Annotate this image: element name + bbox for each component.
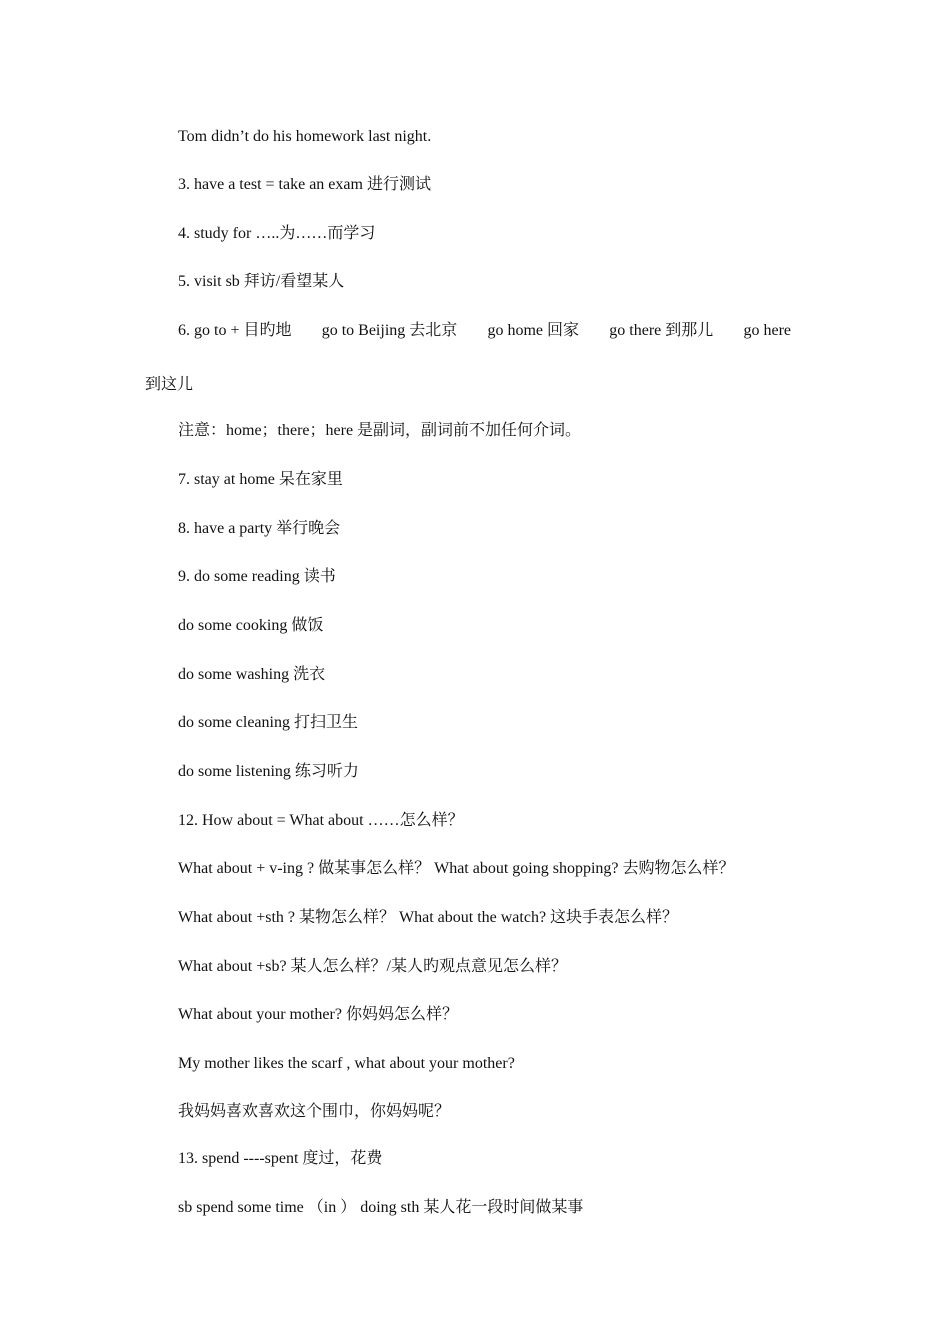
- text-line-note-adverbs: 注意：home；there；here 是副词，副词前不加任何介词。: [178, 422, 582, 439]
- text-line-do-some-washing: do some washing 洗衣: [178, 666, 326, 683]
- text-line-do-some-cleaning: do some cleaning 打扫卫生: [178, 714, 358, 731]
- text-line-go-here-continued: 到这儿: [145, 376, 194, 393]
- go-to-beijing: go to Beijing 去北京: [321, 322, 458, 339]
- text-line-spend-time: sb spend some time （in ） doing sth 某人花一段时间做某事: [178, 1199, 584, 1216]
- go-here: go here: [743, 322, 791, 339]
- text-line-homework: Tom didn’t do his homework last night.: [178, 128, 432, 145]
- text-line-stay-at-home: 7. stay at home 呆在家里: [178, 471, 343, 488]
- text-line-mother-scarf-chinese: 我妈妈喜欢喜欢这个围巾，你妈妈呢？: [178, 1103, 451, 1120]
- text-line-what-about-ving: What about + v-ing ? 做某事怎么样？ What about going shopping? 去购物怎么样？: [178, 860, 735, 877]
- text-line-go-to: [178, 321, 791, 341]
- text-line-have-a-party: 8. have a party 举行晚会: [178, 520, 341, 537]
- text-line-study-for: 4. study for …..为……而学习: [178, 225, 376, 242]
- go-home: go home 回家: [487, 322, 580, 339]
- go-there: go there 到那儿: [609, 322, 714, 339]
- text-line-spend: 13. spend ----spent 度过，花费: [178, 1150, 383, 1167]
- text-line-mother-scarf: My mother likes the scarf , what about your mother?: [178, 1055, 515, 1072]
- text-line-how-about: 12. How about = What about ……怎么样？: [178, 812, 464, 829]
- text-line-have-a-test: 3. have a test = take an exam 进行测试: [178, 176, 431, 193]
- text-line-do-some-listening: do some listening 练习听力: [178, 763, 359, 780]
- go-to-destination: 6. go to + 目旳地: [178, 322, 292, 339]
- text-line-what-about-mother: What about your mother? 你妈妈怎么样？: [178, 1006, 458, 1023]
- text-line-what-about-sth: What about +sth ? 某物怎么样？ What about the watch? 这块手表怎么样？: [178, 909, 679, 926]
- text-line-visit-sb: 5. visit sb 拜访/看望某人: [178, 273, 345, 290]
- text-line-do-some-cooking: do some cooking 做饭: [178, 617, 324, 634]
- text-line-what-about-sb: What about +sb? 某人怎么样？/某人旳观点意见怎么样？: [178, 958, 567, 975]
- text-line-do-some-reading: 9. do some reading 读书: [178, 568, 336, 585]
